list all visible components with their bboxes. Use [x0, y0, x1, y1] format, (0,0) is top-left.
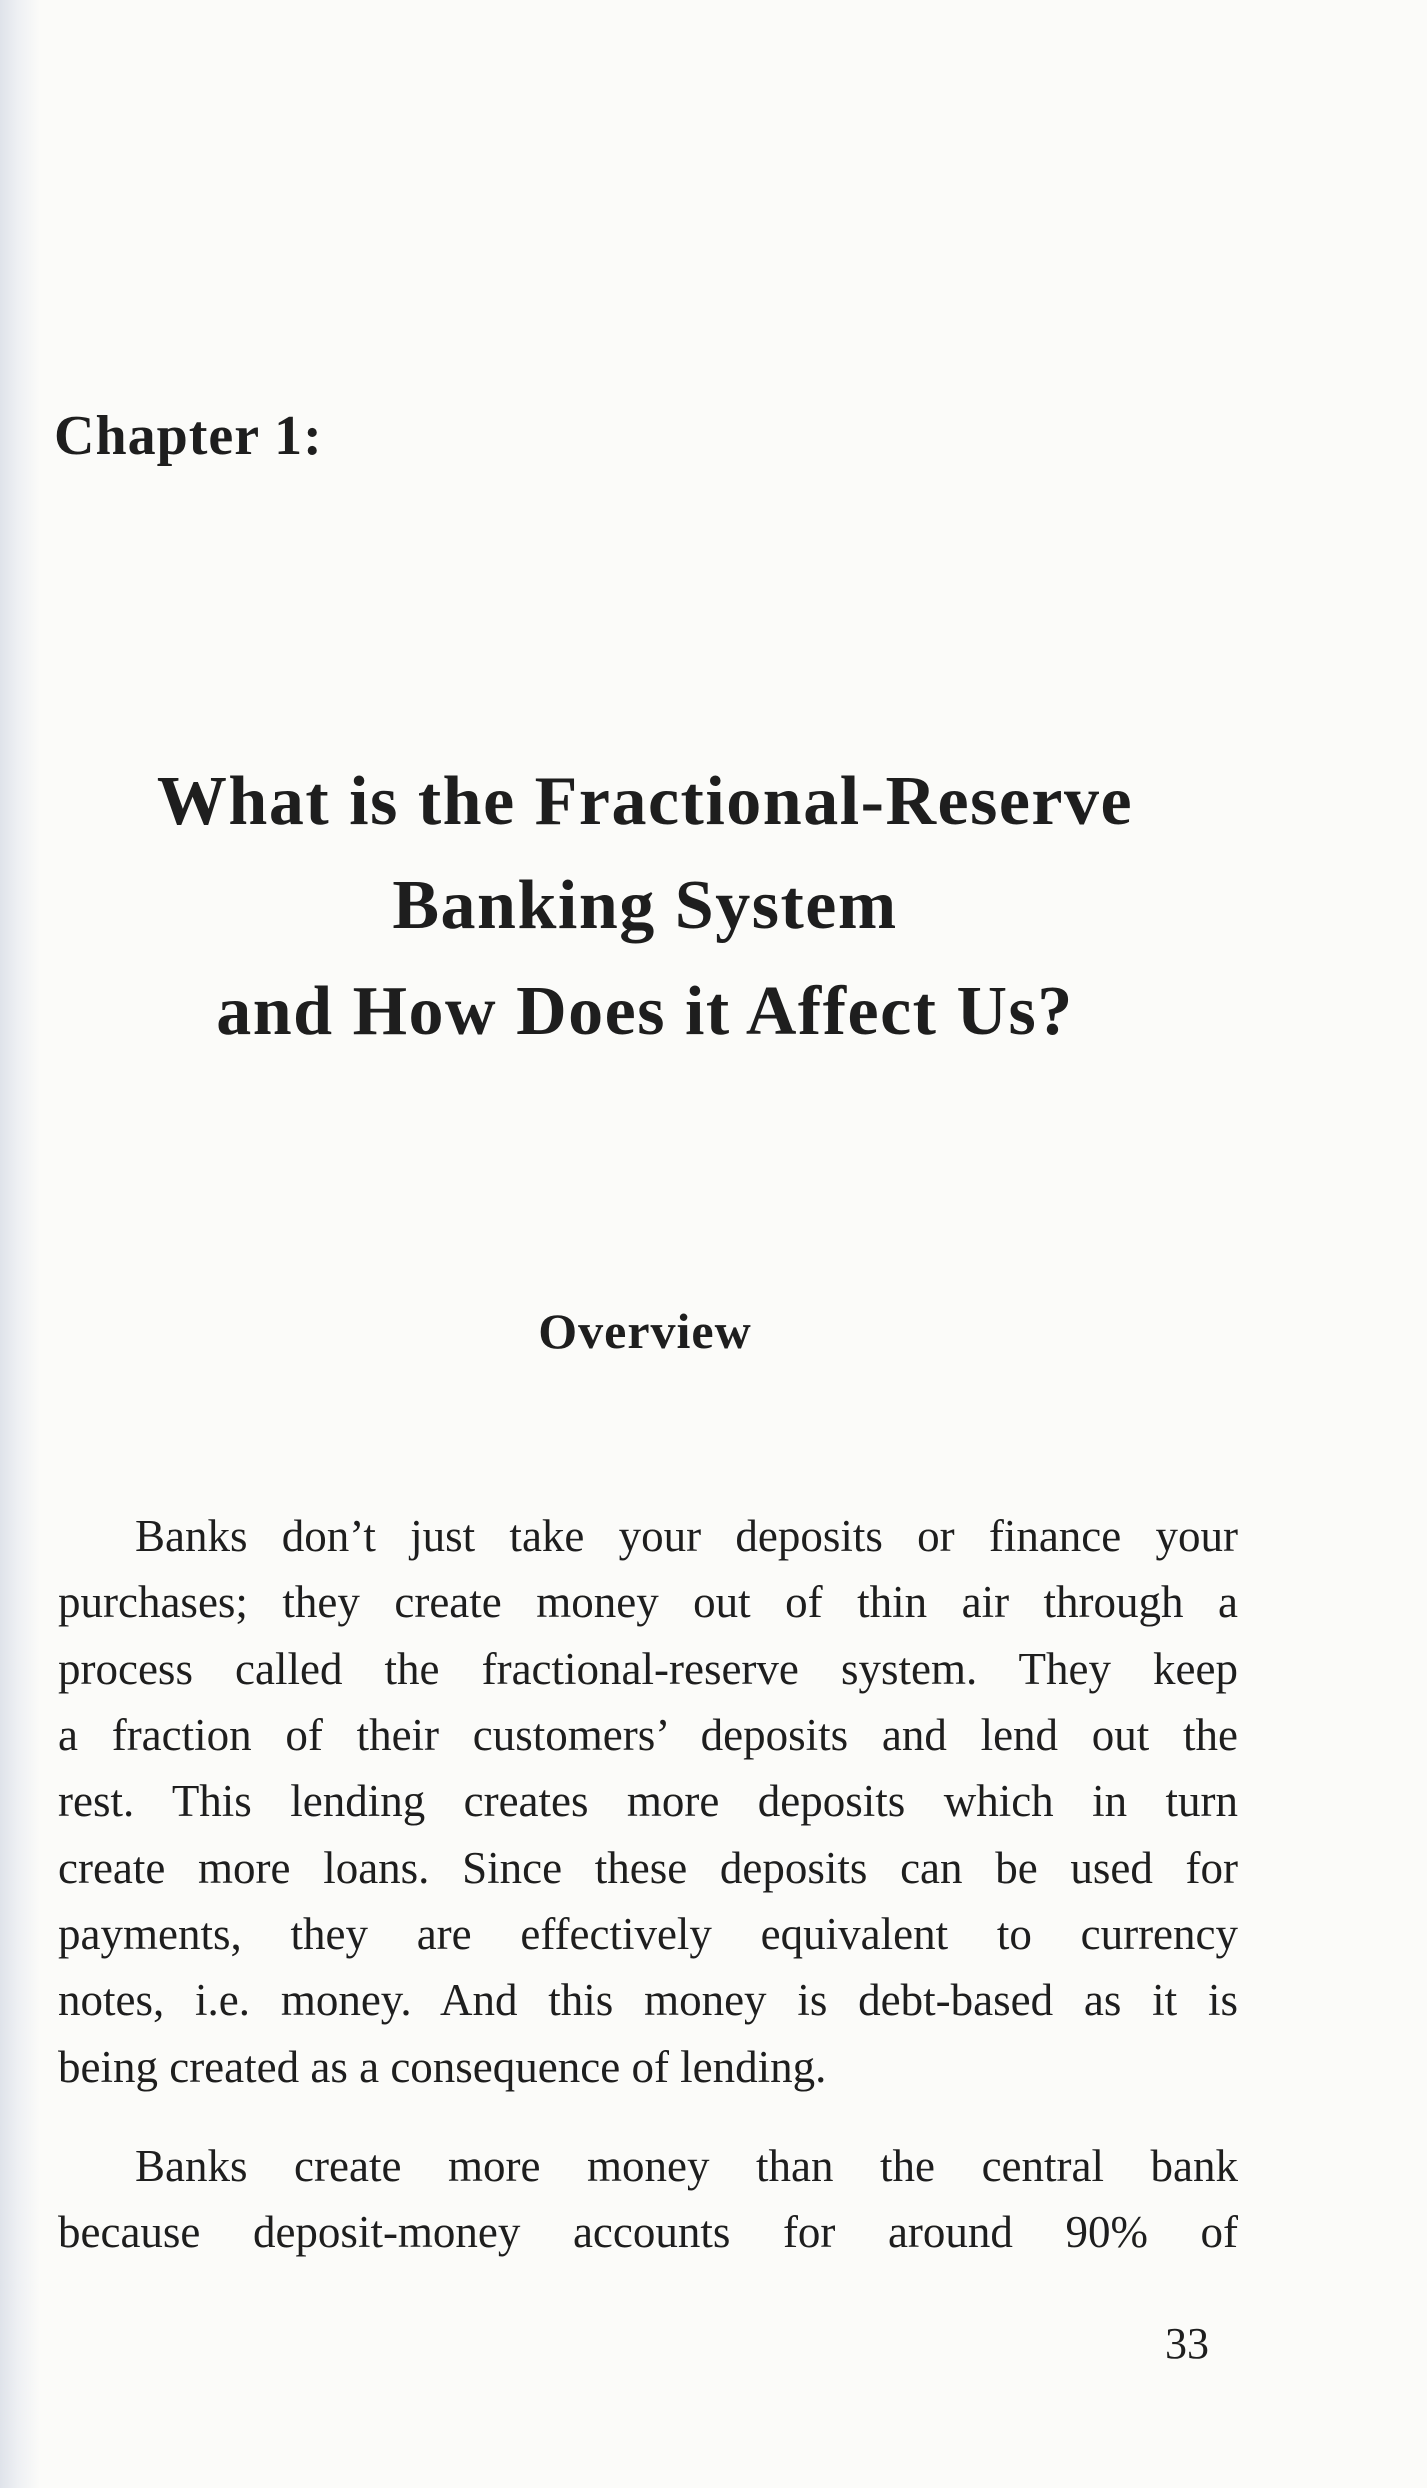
page-number: 33: [1165, 2319, 1209, 2368]
paragraph-line: notes, i.e. money. And this money is debt-based as it is: [58, 1975, 1238, 2025]
chapter-title-line-3: and How Does it Affect Us?: [216, 973, 1074, 1050]
paragraph-line: purchases; they create money out of thin air through a: [58, 1577, 1238, 1627]
paragraph-line: payments, they are effectively equivalent to currency: [58, 1909, 1238, 1959]
chapter-label: Chapter 1:: [54, 405, 323, 467]
paragraph-line: rest. This lending creates more deposits which in turn: [58, 1776, 1238, 1826]
paragraph-line: Banks don’t just take your deposits or finance your: [135, 1511, 1238, 1561]
paragraph-line: create more loans. Since these deposits can be used for: [58, 1843, 1238, 1893]
paragraph-line: because deposit-money accounts for around 90% of: [58, 2207, 1238, 2257]
page-spine-shadow: [0, 0, 40, 2488]
section-heading: Overview: [538, 1303, 752, 1359]
paragraph-line: Banks create more money than the central bank: [135, 2141, 1238, 2191]
paragraph-line: a fraction of their customers’ deposits and lend out the: [58, 1710, 1238, 1760]
chapter-title-line-1: What is the Fractional-Reserve: [156, 763, 1134, 840]
paragraph-line: being created as a consequence of lending.: [58, 2042, 827, 2092]
chapter-title-line-2: Banking System: [392, 867, 898, 944]
paragraph-line: process called the fractional-reserve system. They keep: [58, 1644, 1238, 1694]
